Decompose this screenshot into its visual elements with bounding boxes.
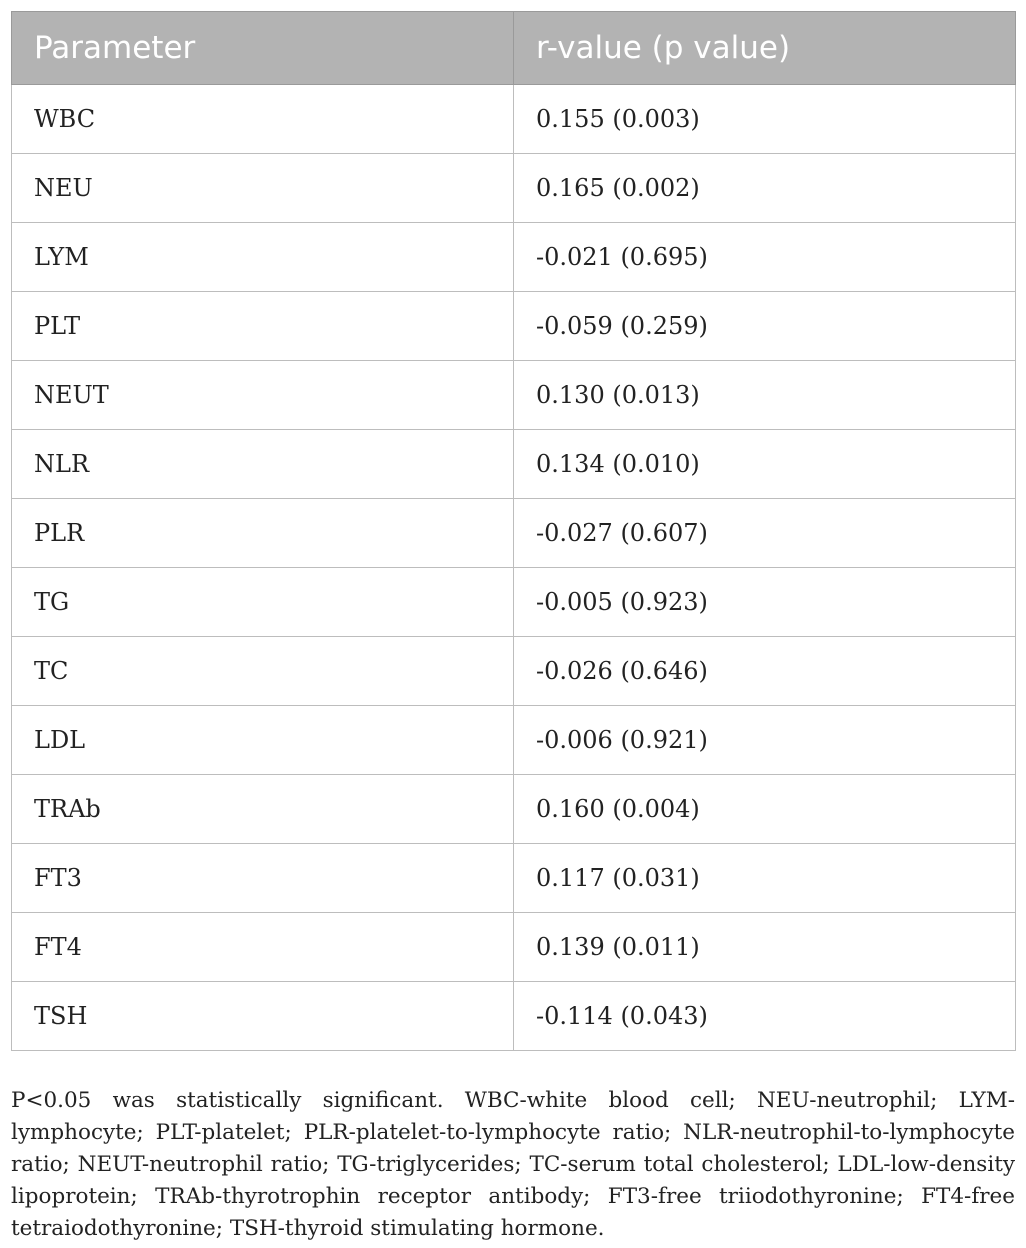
r-value-cell: 0.117 (0.031) (514, 844, 1016, 913)
parameter-cell: NEUT (12, 361, 514, 430)
parameter-cell: LDL (12, 706, 514, 775)
parameter-cell: FT4 (12, 913, 514, 982)
parameter-cell: TSH (12, 982, 514, 1051)
table-row (12, 361, 1016, 430)
r-value-cell: 0.130 (0.013) (514, 361, 1016, 430)
r-value-cell: 0.155 (0.003) (514, 85, 1016, 154)
table-row (12, 637, 1016, 706)
header-row (12, 12, 1016, 85)
table-body (12, 85, 1016, 1051)
parameter-cell: PLT (12, 292, 514, 361)
table-row (12, 430, 1016, 499)
table-row (12, 982, 1016, 1051)
r-value-cell: 0.139 (0.011) (514, 913, 1016, 982)
r-value-cell: -0.021 (0.695) (514, 223, 1016, 292)
parameter-cell: TRAb (12, 775, 514, 844)
table-header (12, 12, 1016, 85)
table-row (12, 775, 1016, 844)
header-r-value: r-value (p value) (514, 12, 1016, 85)
r-value-cell: 0.160 (0.004) (514, 775, 1016, 844)
parameter-cell: NLR (12, 430, 514, 499)
table-row (12, 85, 1016, 154)
table-row (12, 913, 1016, 982)
r-value-cell: -0.059 (0.259) (514, 292, 1016, 361)
table-row (12, 223, 1016, 292)
table-row (12, 499, 1016, 568)
table-row (12, 568, 1016, 637)
header-parameter: Parameter (12, 12, 514, 85)
correlation-table-container (11, 11, 1015, 1051)
table-row (12, 154, 1016, 223)
parameter-cell: TG (12, 568, 514, 637)
r-value-cell: -0.027 (0.607) (514, 499, 1016, 568)
table-footnote: P<0.05 was statistically significant. WBC-white blood cell; NEU-neutrophil; LYM-lymphocyte; PLT-platelet; PLR-platelet-to-lymphocyte ratio; NLR-neutrophil-to-lymphocyte ratio; NEUT-neutrophil ratio; TG-triglycerides; TC-serum total cholesterol; LDL-low-density lipoprotein; TRAb-thyrotrophin receptor antibody; FT3-free triiodothyronine; FT4-free tetraiodothyronine; TSH-thyroid stimulating hormone. (11, 1087, 1015, 1241)
parameter-cell: TC (12, 637, 514, 706)
parameter-cell: WBC (12, 85, 514, 154)
r-value-cell: 0.134 (0.010) (514, 430, 1016, 499)
parameter-cell: PLR (12, 499, 514, 568)
table-row (12, 706, 1016, 775)
r-value-cell: 0.165 (0.002) (514, 154, 1016, 223)
r-value-cell: -0.005 (0.923) (514, 568, 1016, 637)
correlation-table (11, 11, 1016, 1051)
parameter-cell: NEU (12, 154, 514, 223)
table-row (12, 844, 1016, 913)
r-value-cell: -0.026 (0.646) (514, 637, 1016, 706)
parameter-cell: LYM (12, 223, 514, 292)
r-value-cell: -0.006 (0.921) (514, 706, 1016, 775)
r-value-cell: -0.114 (0.043) (514, 982, 1016, 1051)
parameter-cell: FT3 (12, 844, 514, 913)
table-row (12, 292, 1016, 361)
